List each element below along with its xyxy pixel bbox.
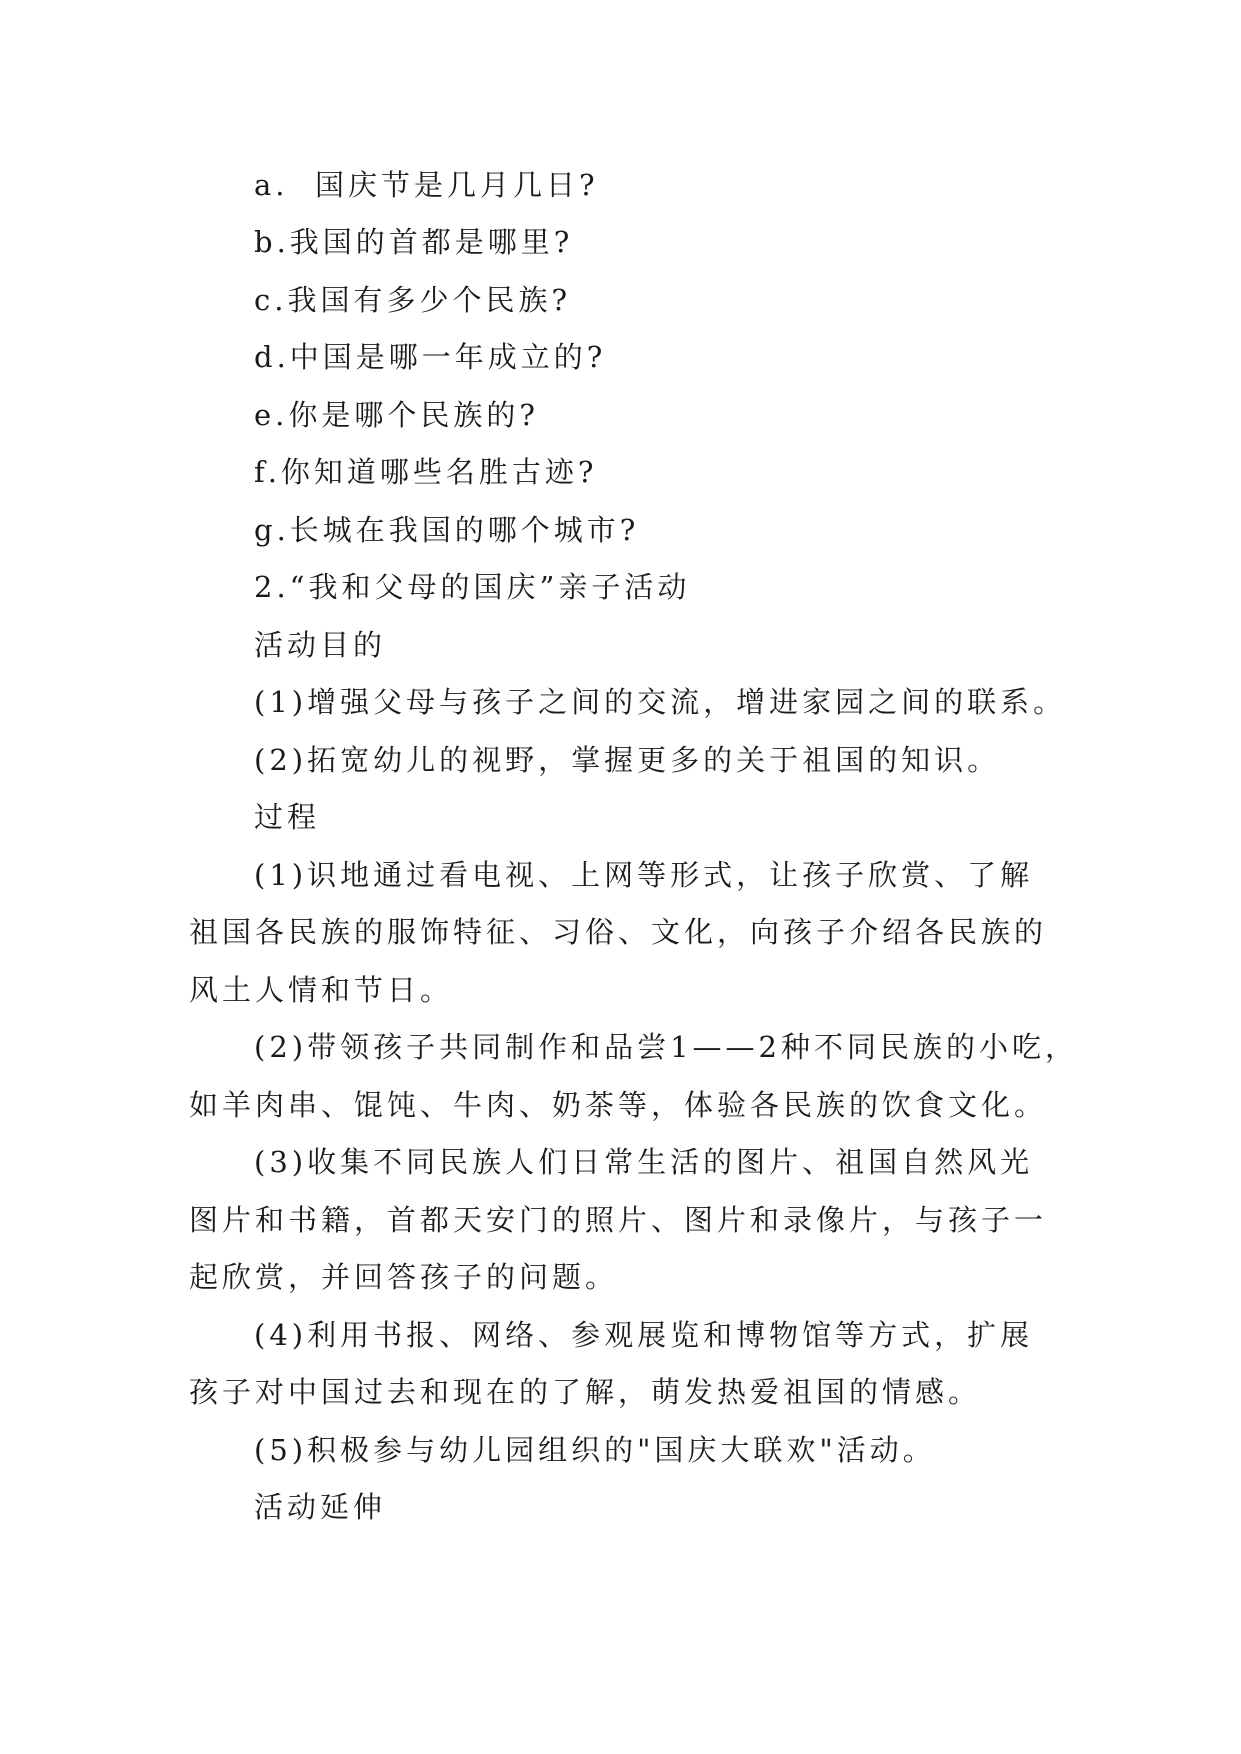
process-line-9: (4)利用书报、网络、参观展览和博物馆等方式，扩展 [254,1318,1034,1352]
question-a: a. 国庆节是几月几日? [254,168,599,202]
process-line-4: (2)带领孩子共同制作和品尝1——2种不同民族的小吃， [254,1030,1078,1064]
question-b: b.我国的首都是哪里? [254,225,574,259]
question-c: c.我国有多少个民族? [254,283,572,317]
process-line-8: 起欣赏，并回答孩子的问题。 [189,1260,619,1294]
extension-heading: 活动延伸 [254,1490,387,1524]
process-line-7: 图片和书籍，首都天安门的照片、图片和录像片，与孩子一 [189,1203,1048,1237]
question-f: f.你知道哪些名胜古迹? [254,455,598,489]
question-e: e.你是哪个民族的? [254,398,539,432]
process-line-5: 如羊肉串、馄饨、牛肉、奶茶等，体验各民族的饮食文化。 [189,1088,1048,1122]
process-line-2: 祖国各民族的服饰特征、习俗、文化，向孩子介绍各民族的 [189,915,1048,949]
process-heading: 过程 [254,800,321,834]
question-g: g.长城在我国的哪个城市? [254,513,640,547]
purpose-item-1: (1)增强父母与孩子之间的交流，增进家园之间的联系。 [254,685,1067,719]
process-line-3: 风土人情和节日。 [189,973,454,1007]
section-title: 2.“我和父母的国庆”亲子活动 [254,570,691,604]
process-line-1: (1)识地通过看电视、上网等形式，让孩子欣赏、了解 [254,858,1034,892]
purpose-heading: 活动目的 [254,628,387,662]
process-line-11: (5)积极参与幼儿园组织的"国庆大联欢"活动。 [254,1433,936,1467]
process-line-6: (3)收集不同民族人们日常生活的图片、祖国自然风光 [254,1145,1034,1179]
purpose-item-2: (2)拓宽幼儿的视野，掌握更多的关于祖国的知识。 [254,743,1001,777]
question-d: d.中国是哪一年成立的? [254,340,607,374]
process-line-10: 孩子对中国过去和现在的了解，萌发热爱祖国的情感。 [189,1375,982,1409]
